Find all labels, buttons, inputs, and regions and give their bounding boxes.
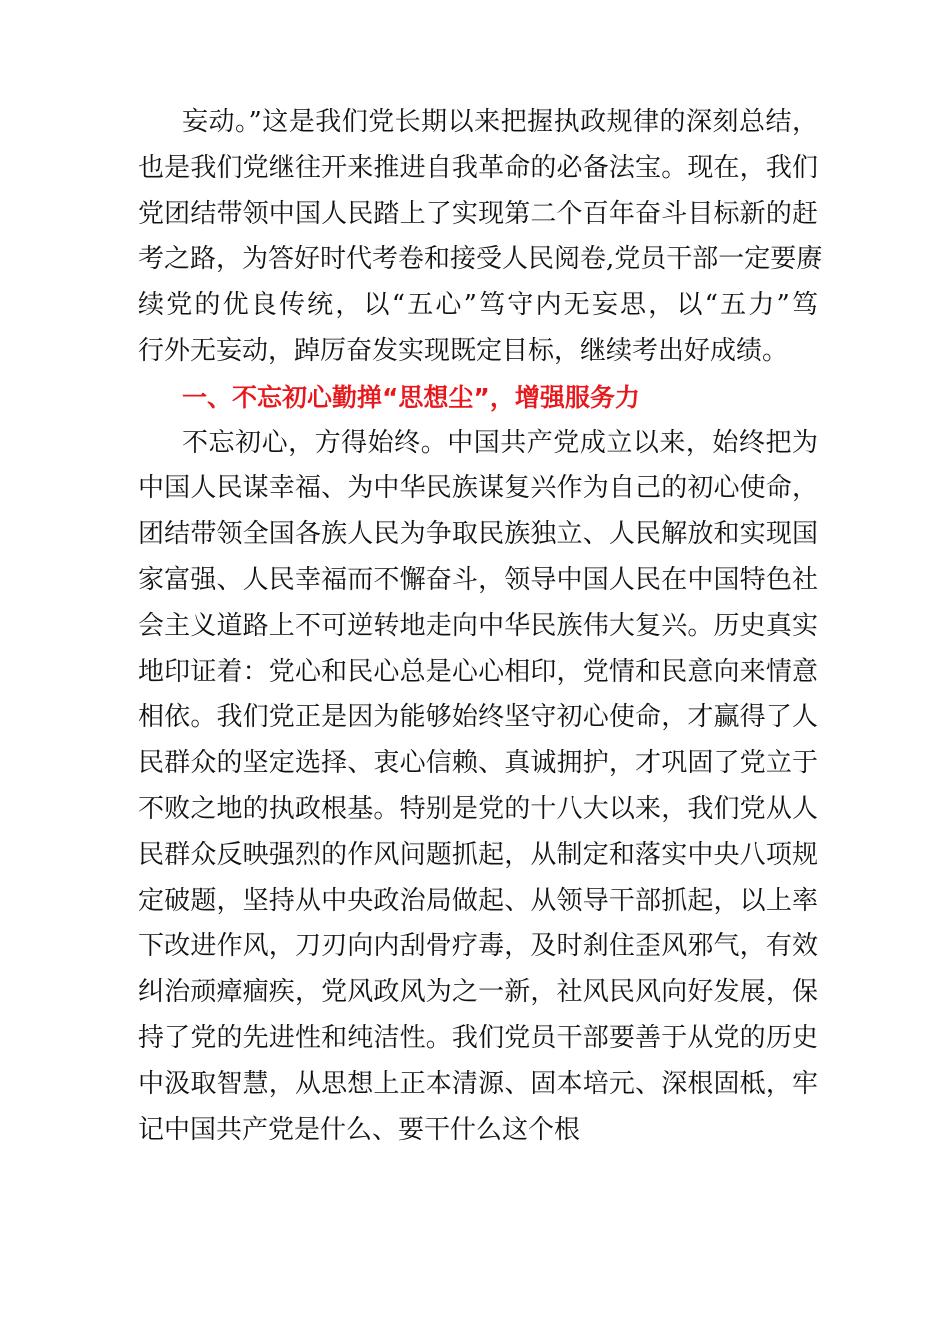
text-line: 中国人民谋幸福、为中华民族谋复兴作为自己的初心使命，	[138, 473, 818, 504]
document-body	[138, 100, 823, 1153]
paragraph-continuation	[138, 100, 823, 375]
text-line: 不忘初心，方得始终。中国共产党成立以来，始终把为	[182, 427, 818, 458]
text-line: 妄动。”这是我们党长期以来把握执政规律的深刻总结，	[182, 107, 818, 137]
text-line: 不败之地的执政根基。特别是党的十八大以来，我们党从人	[138, 793, 818, 824]
text-line: 纠治顽瘴痼疾，党风政风为之一新，社风民风向好发展，保	[138, 977, 818, 1008]
text-line: 行外无妄动，踔厉奋发实现既定目标，继续考出好成绩。	[138, 335, 789, 366]
text-line: 续党的优良传统，以“五心”笃守内无妄思，以“五力”笃	[138, 290, 818, 321]
text-line: 也是我们党继往开来推进自我革命的必备法宝。现在，我们	[138, 152, 818, 183]
section-heading: 一、不忘初心勤掸“思想尘”，增强服务力	[182, 382, 640, 412]
text-line: 中汲取智慧，从思想上正本清源、固本培元、深根固柢，牢	[138, 1068, 818, 1099]
text-line: 相依。我们党正是因为能够始终坚守初心使命，才赢得了人	[138, 702, 818, 733]
text-line: 定破题，坚持从中央政治局做起、从领导干部抓起，以上率	[138, 885, 818, 916]
text-line: 党团结带领中国人民踏上了实现第二个百年奋斗目标新的赶	[138, 198, 818, 229]
text-line: 地印证着：党心和民心总是心心相印，党情和民意向来情意	[138, 656, 818, 687]
text-line: 家富强、人民幸福而不懈奋斗，领导中国人民在中国特色社	[138, 564, 818, 595]
text-line: 民群众反映强烈的作风问题抓起，从制定和落实中央八项规	[138, 839, 818, 870]
paragraph-section-one	[138, 421, 818, 1154]
text-line: 考之路，为答好时代考卷和接受人民阅卷,党员干部一定要赓	[138, 244, 823, 275]
text-line: 会主义道路上不可逆转地走向中华民族伟大复兴。历史真实	[138, 610, 818, 641]
text-line: 团结带领全国各族人民为争取民族独立、人民解放和实现国	[138, 519, 818, 550]
text-line: 记中国共产党是什么、要干什么这个根	[138, 1114, 581, 1145]
text-line: 民群众的坚定选择、衷心信赖、真诚拥护，才巩固了党立于	[138, 748, 818, 779]
text-line: 持了党的先进性和纯洁性。我们党员干部要善于从党的历史	[138, 1022, 818, 1053]
text-line: 下改进作风，刀刃向内刮骨疗毒，及时刹住歪风邪气，有效	[138, 931, 818, 962]
